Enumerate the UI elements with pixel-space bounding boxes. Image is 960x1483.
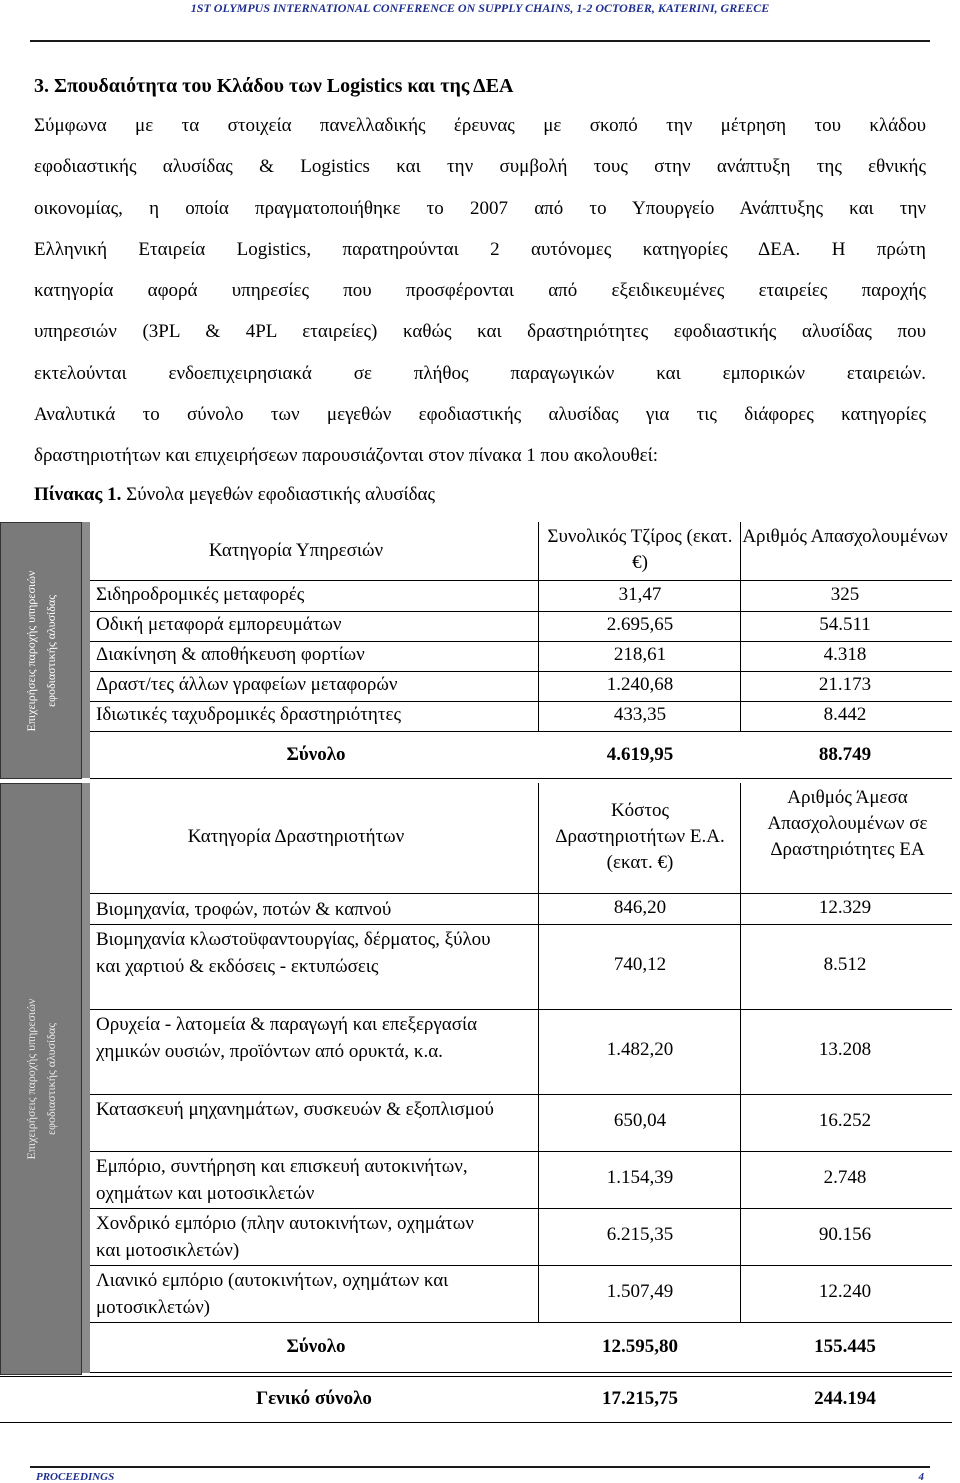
table-rule	[90, 1265, 952, 1266]
column-header-employees: Αριθμός Απασχολουμένων	[742, 526, 948, 547]
column-header-cost: Κόστος Δραστηριοτήτων Ε.Α. (εκατ. €)	[555, 800, 725, 873]
section-title: 3. Σπουδαιότητα του Κλάδου των Logistics και της ΔΕΑ	[34, 75, 514, 97]
table-caption	[34, 484, 435, 506]
table-cell-turnover: 433,35	[613, 704, 667, 725]
table-cell-employees: 13.208	[818, 1039, 872, 1060]
grand-total-cost: 17.215,75	[602, 1388, 678, 1409]
table-rule	[90, 731, 952, 732]
table-rule	[90, 641, 952, 642]
column-header-turnover: Συνολικός Τζίρος (εκατ. €)	[547, 526, 733, 573]
sidebar-line: Επιχειρήσεις παροχής υπηρεσιών	[24, 998, 38, 1160]
column-header-category: Κατηγορία Υπηρεσιών	[208, 540, 384, 561]
paragraph-line: Ελληνική Εταιρεία Logistics, παρατηρούνται 2 αυτόνομες κατηγορίες ΔΕΑ. Η πρώτη	[34, 239, 926, 260]
table-cell-cost: 846,20	[613, 897, 667, 918]
sidebar-label-activities	[0, 783, 82, 1375]
table-cell-category: Βιομηχανία κλωστοϋφαντουργίας, δέρματος, ξύλου και χαρτιού & εκδόσεις - εκτυπώσεις	[96, 929, 491, 977]
table-cell-category: Χονδρικό εμπόριο (πλην αυτοκινήτων, οχημάτων και μοτοσικλετών)	[96, 1213, 474, 1261]
table-cell-employees: 325	[830, 584, 860, 605]
table-cell-cost: 740,12	[613, 954, 667, 975]
table-rule	[90, 671, 952, 672]
column-header-category: Κατηγορία Δραστηριοτήτων	[187, 826, 405, 847]
table-rule	[90, 580, 952, 581]
page-number: 4	[918, 1471, 924, 1483]
sidebar-line: εφοδιαστικής αλυσίδας	[44, 594, 58, 707]
paragraph-line: εκτελούνται ενδοεπιχειρησιακά σε πλήθος παραγωγικών και εμπορικών εταιρειών.	[34, 363, 926, 384]
table-cell-employees: 12.329	[818, 897, 872, 918]
table-total-cost: 12.595,80	[602, 1336, 678, 1357]
table-rule	[740, 522, 741, 732]
table-cell-cost: 6.215,35	[606, 1224, 674, 1245]
table-cell-turnover: 2.695,65	[606, 614, 674, 635]
table-caption-label: Πίνακας 1.	[34, 484, 122, 505]
table-cell-cost: 1.154,39	[606, 1167, 674, 1188]
sidebar-label-services	[0, 522, 82, 779]
table-cell-turnover: 1.240,68	[606, 674, 674, 695]
table-cell-cost: 1.507,49	[606, 1281, 674, 1302]
table-rule	[740, 783, 741, 1323]
table-rule	[90, 924, 952, 925]
sidebar-text	[21, 999, 61, 1160]
table-rule	[90, 1208, 952, 1209]
table-rule	[0, 1376, 952, 1377]
table-total-label: Σύνολο	[286, 1336, 346, 1357]
paragraph-line: εφοδιαστικής αλυσίδας & Logistics και την συμβολή τους στην ανάπτυξη της εθνικής	[34, 156, 926, 177]
table-caption-text: Σύνολα μεγεθών εφοδιαστικής αλυσίδας	[121, 484, 436, 505]
table-cell-employees: 16.252	[818, 1110, 872, 1131]
table-cell-employees: 2.748	[823, 1167, 867, 1188]
table-cell-cost: 650,04	[613, 1110, 667, 1131]
table-cell-turnover: 218,61	[613, 644, 667, 665]
table-cell-category: Ορυχεία - λατομεία & παραγωγή και επεξεργασία χημικών ουσιών, προϊόντων από ορυκτά, κ.α.	[96, 1014, 478, 1062]
table-cell-employees: 8.512	[823, 954, 867, 975]
table-total-turnover: 4.619,95	[606, 744, 674, 765]
paragraph-line: Σύμφωνα με τα στοιχεία πανελλαδικής έρευνας με σκοπό την μέτρηση του κλάδου	[34, 115, 926, 136]
sidebar-line: εφοδιαστικής αλυσίδας	[44, 1023, 58, 1135]
table-cell-category: Διακίνηση & αποθήκευση φορτίων	[96, 644, 365, 665]
table-rule	[90, 701, 952, 702]
table-cell-employees: 21.173	[818, 674, 872, 695]
running-header	[30, 0, 930, 42]
table-cell-employees: 4.318	[823, 644, 867, 665]
column-header-employees: Αριθμός Άμεσα Απασχολουμένων σε Δραστηριότητες ΕΑ	[767, 787, 928, 860]
sidebar-text	[21, 570, 61, 731]
table-rule	[90, 778, 952, 779]
table-side-strip	[82, 783, 90, 1373]
paragraph-line: οικονομίας, η οποία πραγματοποιήθηκε το 2007 από το Υπουργείο Ανάπτυξης και την	[34, 198, 926, 219]
table-total-label: Σύνολο	[286, 744, 346, 765]
table-rule	[90, 1151, 952, 1152]
paragraph-line: δραστηριοτήτων και επιχειρήσεων παρουσιάζονται στον πίνακα 1 που ακολουθεί:	[34, 445, 658, 466]
paragraph-line: κατηγορία αφορά υπηρεσίες που προσφέρονται από εξειδικευμένες εταιρείες παροχής	[34, 280, 926, 301]
grand-total-label: Γενικό σύνολο	[256, 1388, 372, 1409]
table-cell-cost: 1.482,20	[606, 1039, 674, 1060]
table-rule	[90, 1322, 952, 1323]
table-cell-turnover: 31,47	[618, 584, 662, 605]
sidebar-line: Επιχειρήσεις παροχής υπηρεσιών	[24, 570, 38, 731]
table-rule	[90, 893, 952, 894]
grand-total-employees: 244.194	[814, 1388, 876, 1409]
table-total-employees: 155.445	[814, 1336, 876, 1357]
table-cell-employees: 8.442	[823, 704, 867, 725]
table-cell-employees: 54.511	[819, 614, 871, 635]
table-rule	[0, 1422, 952, 1423]
table-total-employees: 88.749	[818, 744, 872, 765]
table-cell-category: Ιδιωτικές ταχυδρομικές δραστηριότητες	[96, 704, 401, 725]
table-cell-category: Δραστ/τες άλλων γραφείων μεταφορών	[96, 674, 398, 695]
table-cell-category: Κατασκευή μηχανημάτων, συσκευών & εξοπλισμού	[96, 1099, 494, 1120]
table-rule	[90, 1009, 952, 1010]
running-footer	[30, 1466, 930, 1483]
table-rule	[90, 611, 952, 612]
table-cell-employees: 90.156	[818, 1224, 872, 1245]
table-cell-employees: 12.240	[818, 1281, 872, 1302]
table-rule	[90, 1372, 952, 1373]
table-cell-category: Λιανικό εμπόριο (αυτοκινήτων, οχημάτων και μοτοσικλετών)	[96, 1270, 449, 1318]
table-side-strip	[82, 522, 90, 778]
paragraph-line: Αναλυτικά το σύνολο των μεγεθών εφοδιαστικής αλυσίδας για τις διάφορες κατηγορίες	[34, 404, 926, 425]
table-cell-category: Εμπόριο, συντήρηση και επισκευή αυτοκινήτων, οχημάτων και μοτοσικλετών	[96, 1156, 468, 1204]
table-cell-category: Σιδηροδρομικές μεταφορές	[96, 584, 305, 605]
header-text: 1ST OLYMPUS INTERNATIONAL CONFERENCE ON SUPPLY CHAINS, 1-2 OCTOBER, KATERINI, GREECE	[190, 1, 770, 15]
paragraph-line: υπηρεσιών (3PL & 4PL εταιρείες) καθώς και δραστηριότητες εφοδιαστικής αλυσίδας που	[34, 321, 926, 342]
table-rule	[538, 522, 539, 732]
table-cell-category: Οδική μεταφορά εμπορευμάτων	[96, 614, 342, 635]
table-rule	[538, 783, 539, 1323]
footer-proceedings: PROCEEDINGS	[36, 1471, 115, 1483]
table-rule	[90, 1094, 952, 1095]
table-cell-category: Βιομηχανία, τροφών, ποτών & καπνού	[96, 899, 392, 920]
